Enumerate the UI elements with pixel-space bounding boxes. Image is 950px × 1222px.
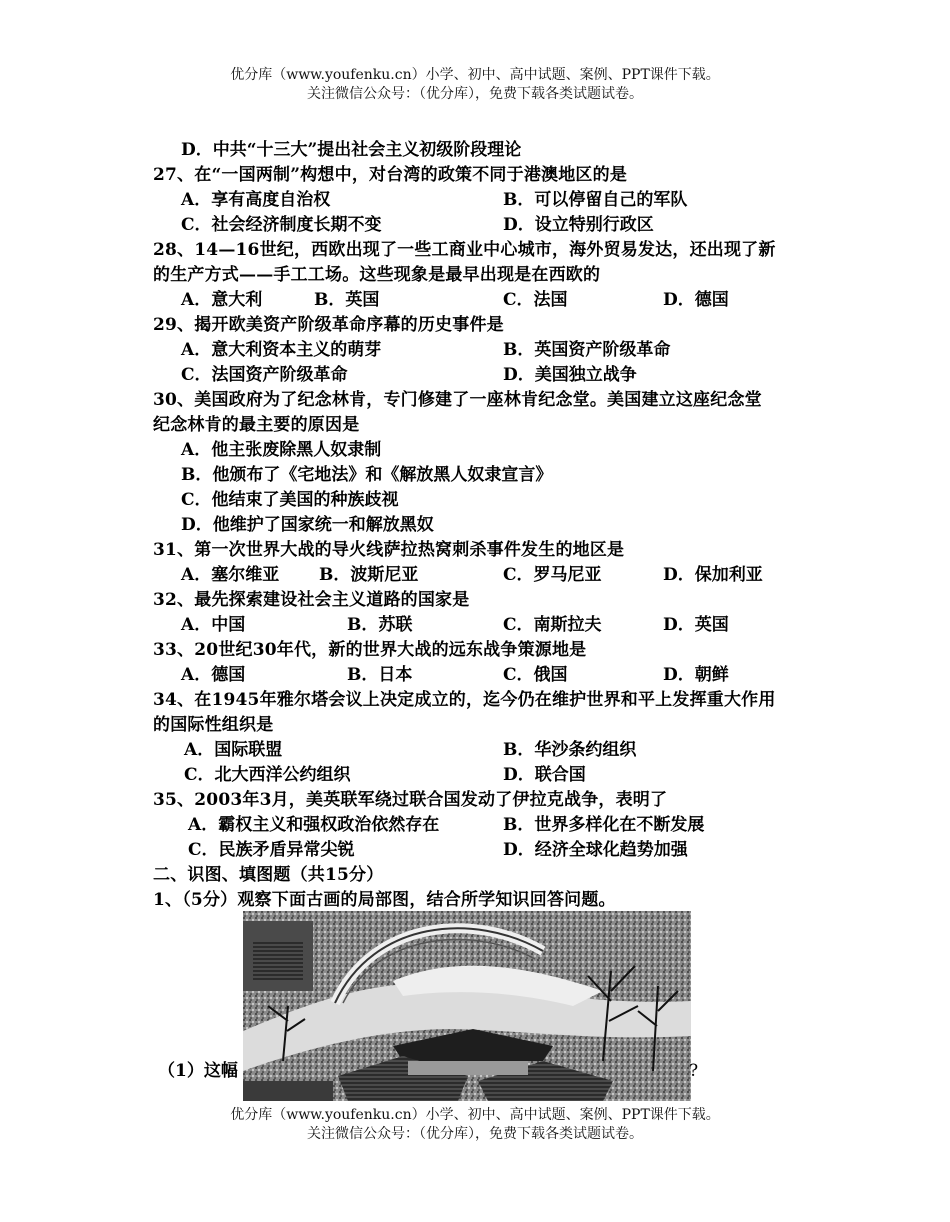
q30-option-d: D．他维护了国家统一和解放黑奴 [181, 515, 434, 535]
q30-stem-line-2: 纪念林肯的最主要的原因是 [153, 415, 360, 435]
q30-stem-line-1: 30、美国政府为了纪念林肯，专门修建了一座林肯纪念堂。美国建立这座纪念堂 [153, 390, 762, 410]
q28-option-d: D．德国 [663, 290, 729, 310]
q34-stem-line-2: 的国际性组织是 [153, 715, 274, 735]
q28-option-b: B．英国 [314, 290, 380, 310]
sub-question-1-start: （1）这幅 [158, 1061, 238, 1081]
q32-stem: 32、最先探索建设社会主义道路的国家是 [153, 590, 470, 610]
header-line-2: 关注微信公众号：（优分库），免费下载各类试题试卷。 [307, 86, 643, 102]
q34-option-a: A．国际联盟 [184, 740, 283, 760]
q35-option-a: A．霸权主义和强权政治依然存在 [188, 815, 440, 835]
q32-option-a: A．中国 [181, 615, 246, 635]
q30-option-a: A．他主张废除黑人奴隶制 [181, 440, 382, 460]
section-2-question-1: 1、（5分）观察下面古画的局部图，结合所学知识回答问题。 [153, 890, 616, 910]
q29-option-a: A．意大利资本主义的萌芽 [181, 340, 382, 360]
q33-option-b: B．日本 [347, 665, 413, 685]
footer-line-1: 优分库（www.youfenku.cn）小学、初中、高中试题、案例、PPT课件下载。 [230, 1107, 720, 1123]
q30-option-b: B．他颁布了《宅地法》和《解放黑人奴隶宣言》 [181, 465, 553, 485]
q29-option-c: C．法国资产阶级革命 [181, 365, 348, 385]
q34-stem-line-1: 34、在1945年雅尔塔会议上决定成立的，迄今仍在维护世界和平上发挥重大作用 [153, 690, 776, 710]
q29-option-d: D．美国独立战争 [503, 365, 637, 385]
q28-option-c: C．法国 [503, 290, 568, 310]
q27-option-b: B．可以停留自己的军队 [503, 190, 688, 210]
sub-question-1-end: ? [689, 1061, 699, 1081]
footer-line-2: 关注微信公众号：（优分库），免费下载各类试题试卷。 [307, 1126, 643, 1142]
header-line-1: 优分库（www.youfenku.cn）小学、初中、高中试题、案例、PPT课件下载。 [230, 67, 720, 83]
q33-option-c: C．俄国 [503, 665, 568, 685]
painting-illustration [243, 911, 691, 1101]
q32-option-c: C．南斯拉夫 [503, 615, 602, 635]
q32-option-d: D．英国 [663, 615, 729, 635]
page-footer [0, 1106, 950, 1144]
q28-stem-line-1: 28、14—16世纪，西欧出现了一些工商业中心城市，海外贸易发达，还出现了新 [153, 240, 776, 260]
q30-option-c: C．他结束了美国的种族歧视 [181, 490, 399, 510]
q33-option-a: A．德国 [181, 665, 246, 685]
q32-option-b: B．苏联 [347, 615, 413, 635]
q31-stem: 31、第一次世界大战的导火线萨拉热窝刺杀事件发生的地区是 [153, 540, 625, 560]
q35-option-c: C．民族矛盾异常尖锐 [188, 840, 355, 860]
q34-option-b: B．华沙条约组织 [503, 740, 637, 760]
q28-option-a: A．意大利 [181, 290, 263, 310]
q35-stem: 35、2003年3月，美英联军绕过联合国发动了伊拉克战争，表明了 [153, 790, 668, 810]
q28-stem-line-2: 的生产方式——手工工场。这些现象是最早出现是在西欧的 [153, 265, 601, 285]
q31-option-d: D．保加利亚 [663, 565, 763, 585]
q31-option-b: B．波斯尼亚 [319, 565, 419, 585]
q35-option-b: B．世界多样化在不断发展 [503, 815, 705, 835]
q33-option-d: D．朝鲜 [663, 665, 729, 685]
section-2-title: 二、识图、填图题（共15分） [153, 865, 384, 885]
q34-option-c: C．北大西洋公约组织 [184, 765, 351, 785]
q27-option-c: C．社会经济制度长期不变 [181, 215, 382, 235]
q29-option-b: B．英国资产阶级革命 [503, 340, 671, 360]
q27-option-a: A．享有高度自治权 [181, 190, 331, 210]
q31-option-a: A．塞尔维亚 [181, 565, 280, 585]
q33-stem: 33、20世纪30年代，新的世界大战的远东战争策源地是 [153, 640, 587, 660]
q29-stem: 29、揭开欧美资产阶级革命序幕的历史事件是 [153, 315, 504, 335]
q26-option-d: D．中共“十三大”提出社会主义初级阶段理论 [181, 140, 522, 160]
q35-option-d: D．经济全球化趋势加强 [503, 840, 688, 860]
ancient-painting-image [243, 911, 691, 1101]
q31-option-c: C．罗马尼亚 [503, 565, 602, 585]
q27-stem: 27、在“一国两制”构想中，对台湾的政策不同于港澳地区的是 [153, 165, 628, 185]
page-header [0, 66, 950, 104]
q34-option-d: D．联合国 [503, 765, 586, 785]
q27-option-d: D．设立特别行政区 [503, 215, 654, 235]
